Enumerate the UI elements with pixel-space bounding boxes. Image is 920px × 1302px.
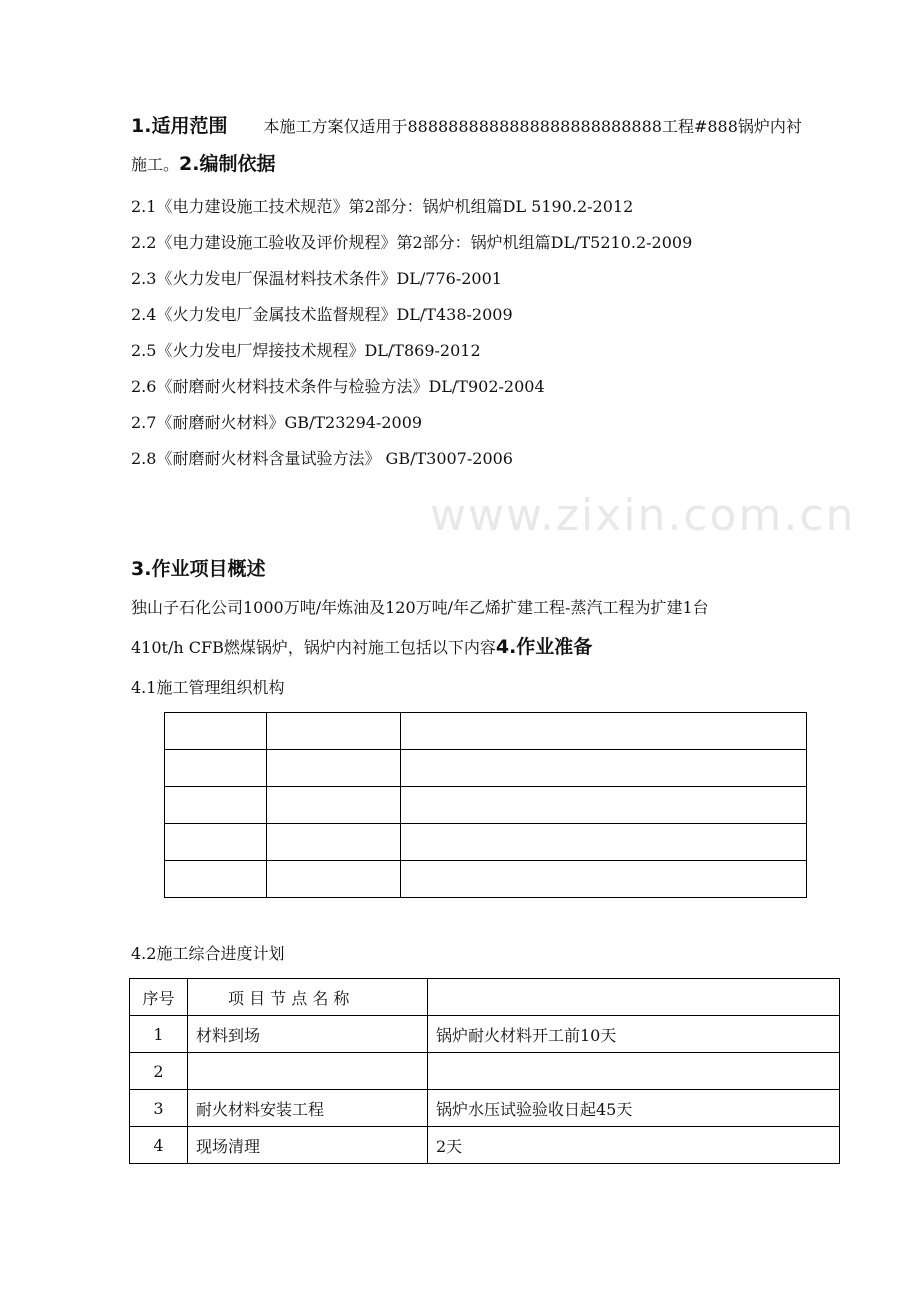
heading-scope: 1.适用范围 — [131, 115, 228, 137]
table-row — [165, 713, 807, 750]
subheading-schedule: 4.2施工综合进度计划 — [131, 944, 285, 963]
cell: 锅炉水压试验验收日起45天 — [428, 1090, 840, 1127]
heading-preparation: 4.作业准备 — [495, 636, 593, 658]
table-row — [130, 1053, 840, 1090]
scope-line-2 — [131, 154, 275, 175]
scope-text: 本施工方案仅适用于8888888888888888888888888工程#888锅炉内衬 — [263, 117, 802, 136]
cell: 3 — [130, 1090, 188, 1127]
cell — [428, 1053, 840, 1090]
overview-text-2 — [131, 637, 592, 658]
org-table — [164, 712, 807, 898]
table-row — [165, 750, 807, 787]
basis-item: 2.5《火力发电厂焊接技术规程》DL/T869-2012 — [131, 341, 481, 360]
basis-item: 2.1《电力建设施工技术规范》第2部分：锅炉机组篇DL 5190.2-2012 — [131, 197, 634, 216]
heading-overview: 3.作业项目概述 — [131, 558, 266, 580]
basis-item: 2.7《耐磨耐火材料》GB/T23294-2009 — [131, 413, 423, 432]
cell — [188, 1053, 428, 1090]
basis-item: 2.6《耐磨耐火材料技术条件与检验方法》DL/T902-2004 — [131, 377, 545, 396]
scope-line — [131, 116, 802, 137]
subheading-org: 4.1施工管理组织机构 — [131, 678, 285, 697]
cell: 1 — [130, 1016, 188, 1053]
schedule-table — [129, 978, 840, 1164]
overview-text: 独山子石化公司1000万吨/年炼油及120万吨/年乙烯扩建工程-蒸汽工程为扩建1台 — [131, 598, 709, 617]
cell: 4 — [130, 1127, 188, 1164]
table-row — [130, 1016, 840, 1053]
table-row — [165, 861, 807, 898]
header-cell — [428, 979, 840, 1016]
cell: 现场清理 — [188, 1127, 428, 1164]
heading-basis: 2.编制依据 — [179, 153, 276, 175]
cell: 材料到场 — [188, 1016, 428, 1053]
cell: 2天 — [428, 1127, 840, 1164]
table-row — [130, 1090, 840, 1127]
cell: 锅炉耐火材料开工前10天 — [428, 1016, 840, 1053]
table-row — [130, 1127, 840, 1164]
overview-text-cont: 410t/h CFB燃煤锅炉，锅炉内衬施工包括以下内容 — [131, 638, 496, 657]
watermark: www.zixin.com.cn — [430, 490, 856, 541]
table-header-row — [130, 979, 840, 1016]
header-cell: 项 目 节 点 名 称 — [188, 979, 428, 1016]
cell: 耐火材料安装工程 — [188, 1090, 428, 1127]
header-cell: 序号 — [130, 979, 188, 1016]
basis-item: 2.8《耐磨耐火材料含量试验方法》 GB/T3007-2006 — [131, 449, 513, 468]
scope-text-cont: 施工。 — [131, 155, 180, 174]
basis-item: 2.3《火力发电厂保温材料技术条件》DL/776-2001 — [131, 269, 502, 288]
basis-item: 2.2《电力建设施工验收及评价规程》第2部分：锅炉机组篇DL/T5210.2-2009 — [131, 233, 693, 252]
table-row — [165, 787, 807, 824]
basis-item: 2.4《火力发电厂金属技术监督规程》DL/T438-2009 — [131, 305, 513, 324]
table-row — [165, 824, 807, 861]
cell: 2 — [130, 1053, 188, 1090]
